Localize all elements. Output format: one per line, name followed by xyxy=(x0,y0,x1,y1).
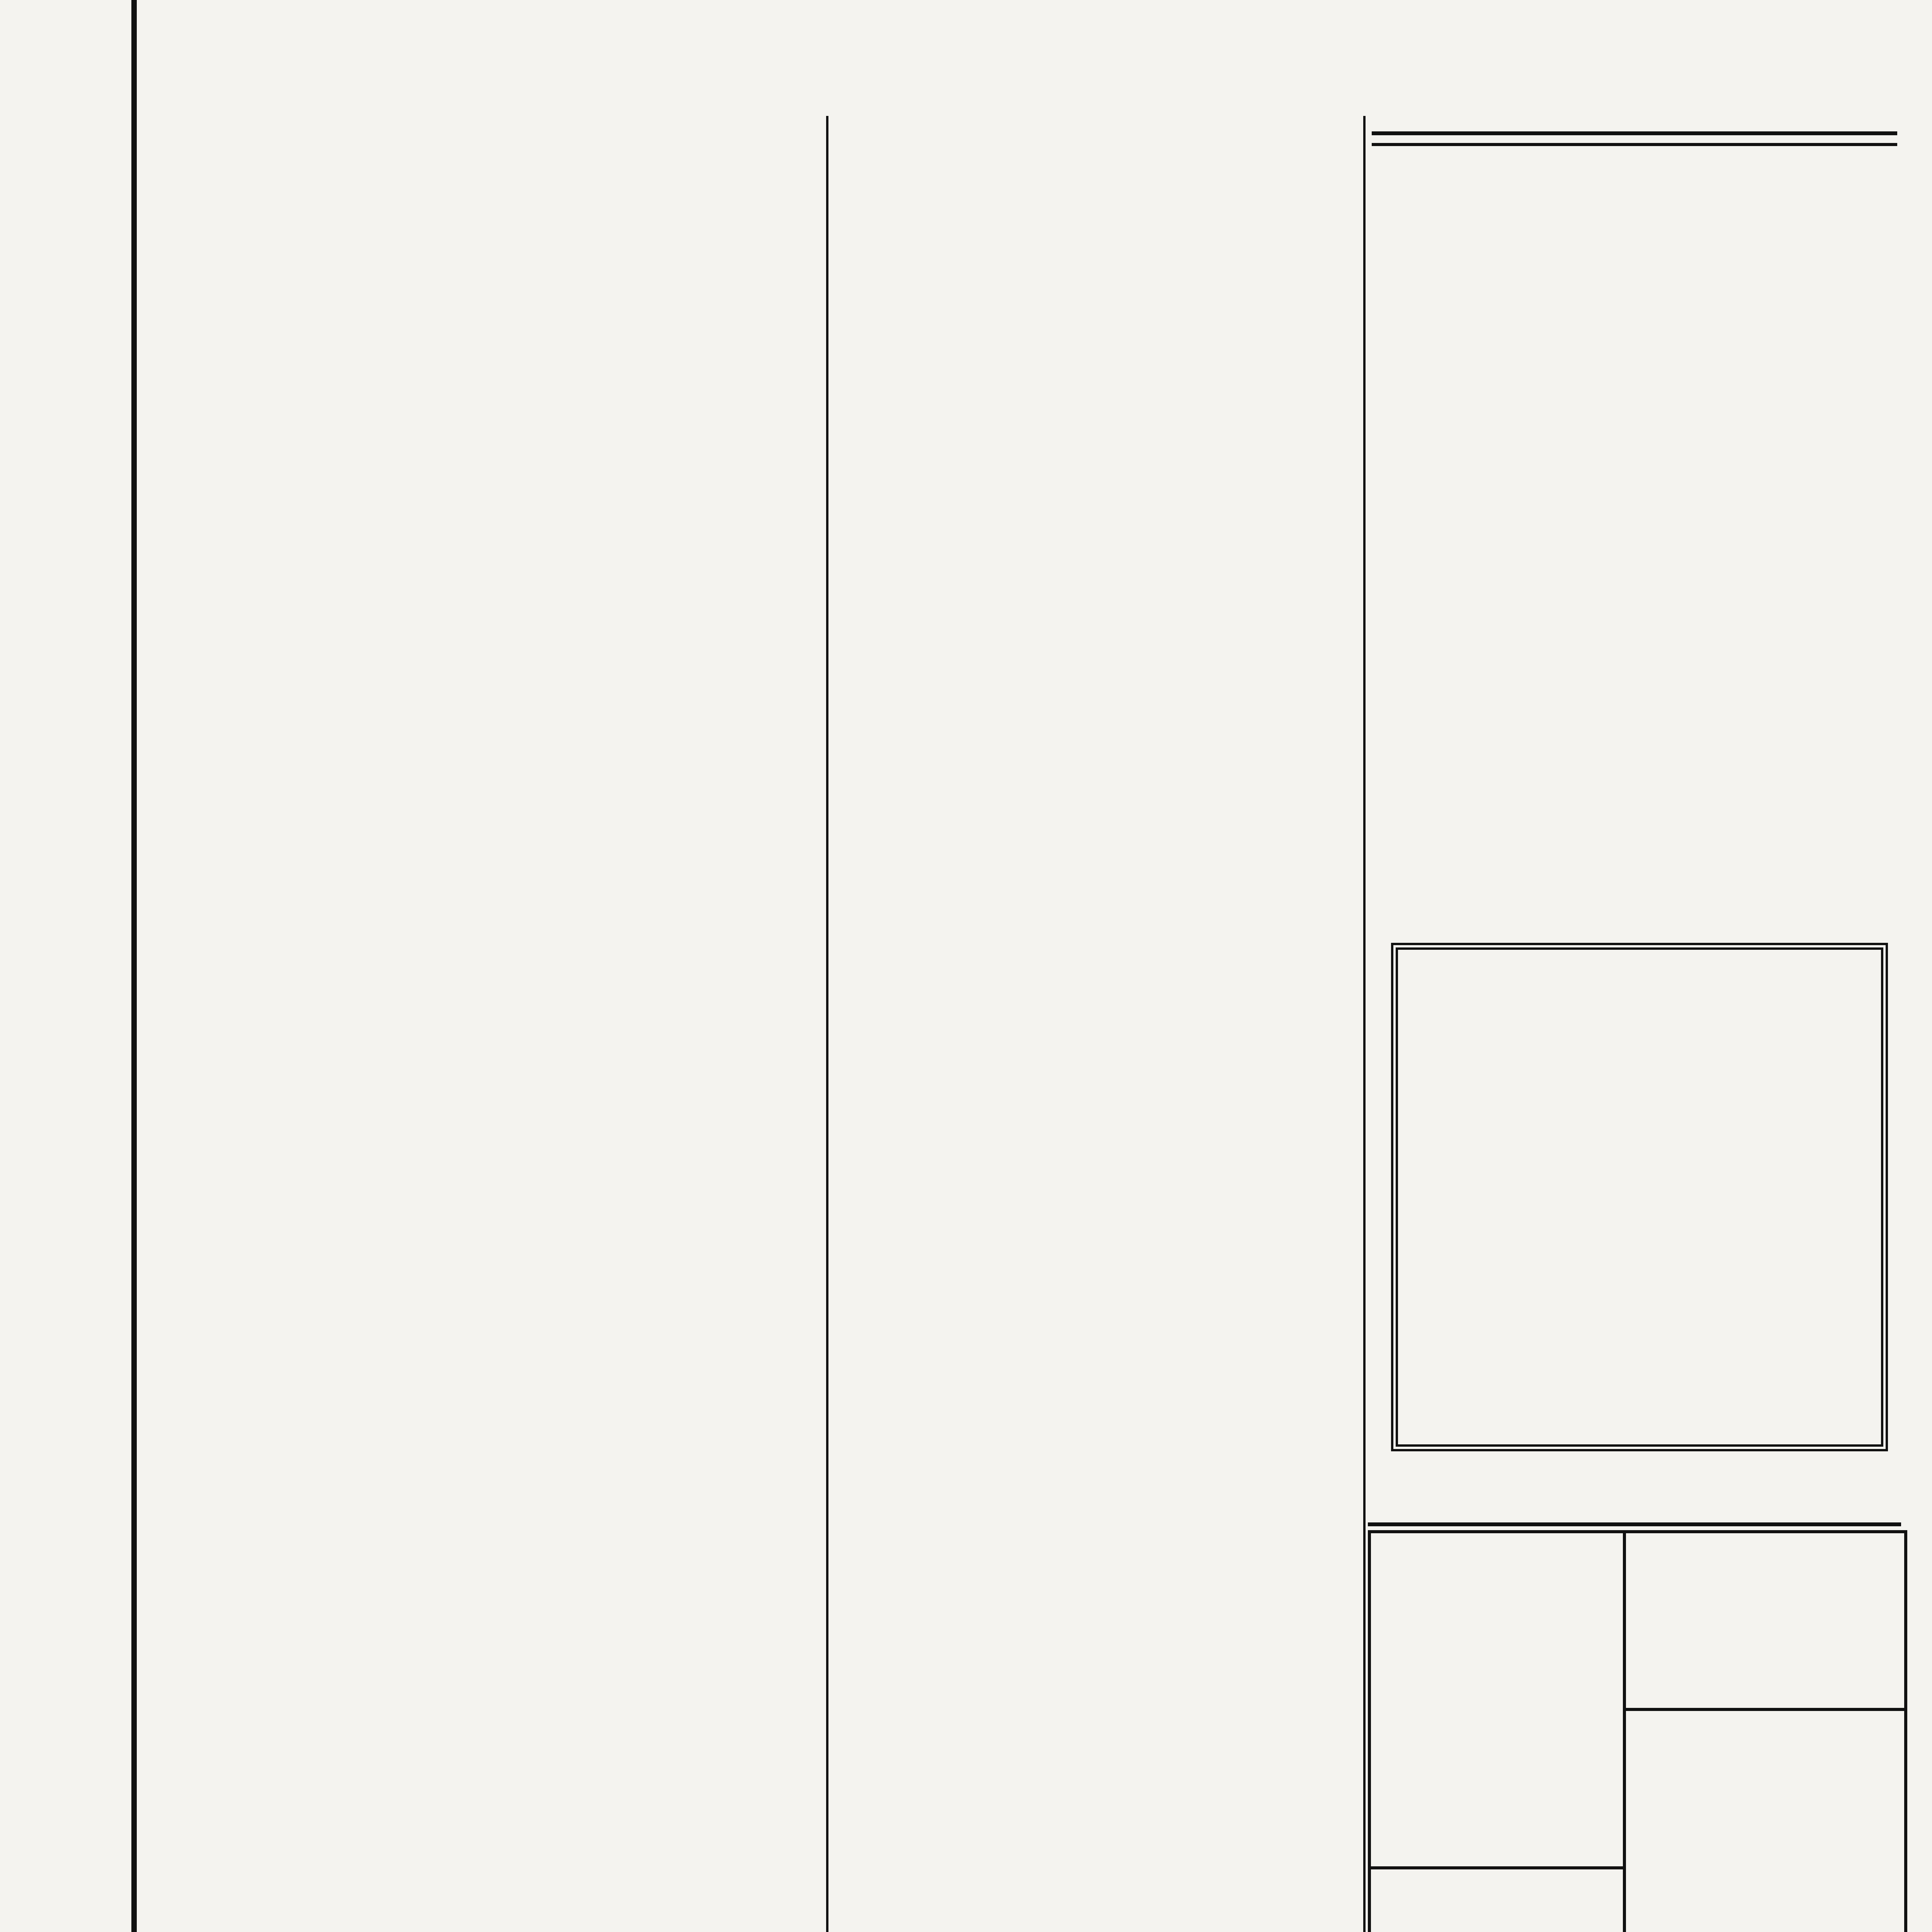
thanks-frame xyxy=(1391,943,1888,1451)
ad-oliva xyxy=(1623,1708,1907,1932)
column-1 xyxy=(294,116,819,118)
page-edge xyxy=(131,0,137,1932)
thanks-notice xyxy=(1437,981,1832,993)
ad-rule xyxy=(1368,1522,1901,1526)
ad-sewing-machines xyxy=(1368,1530,1645,1876)
column-3 xyxy=(1372,116,1897,158)
adjacent-page-strip xyxy=(0,0,128,1932)
ad-electric-bells xyxy=(1368,1866,1645,1932)
column-divider xyxy=(826,116,828,1932)
ad-clothing xyxy=(1623,1530,1907,1722)
column-2 xyxy=(835,116,1356,118)
column-divider xyxy=(1363,116,1366,1932)
